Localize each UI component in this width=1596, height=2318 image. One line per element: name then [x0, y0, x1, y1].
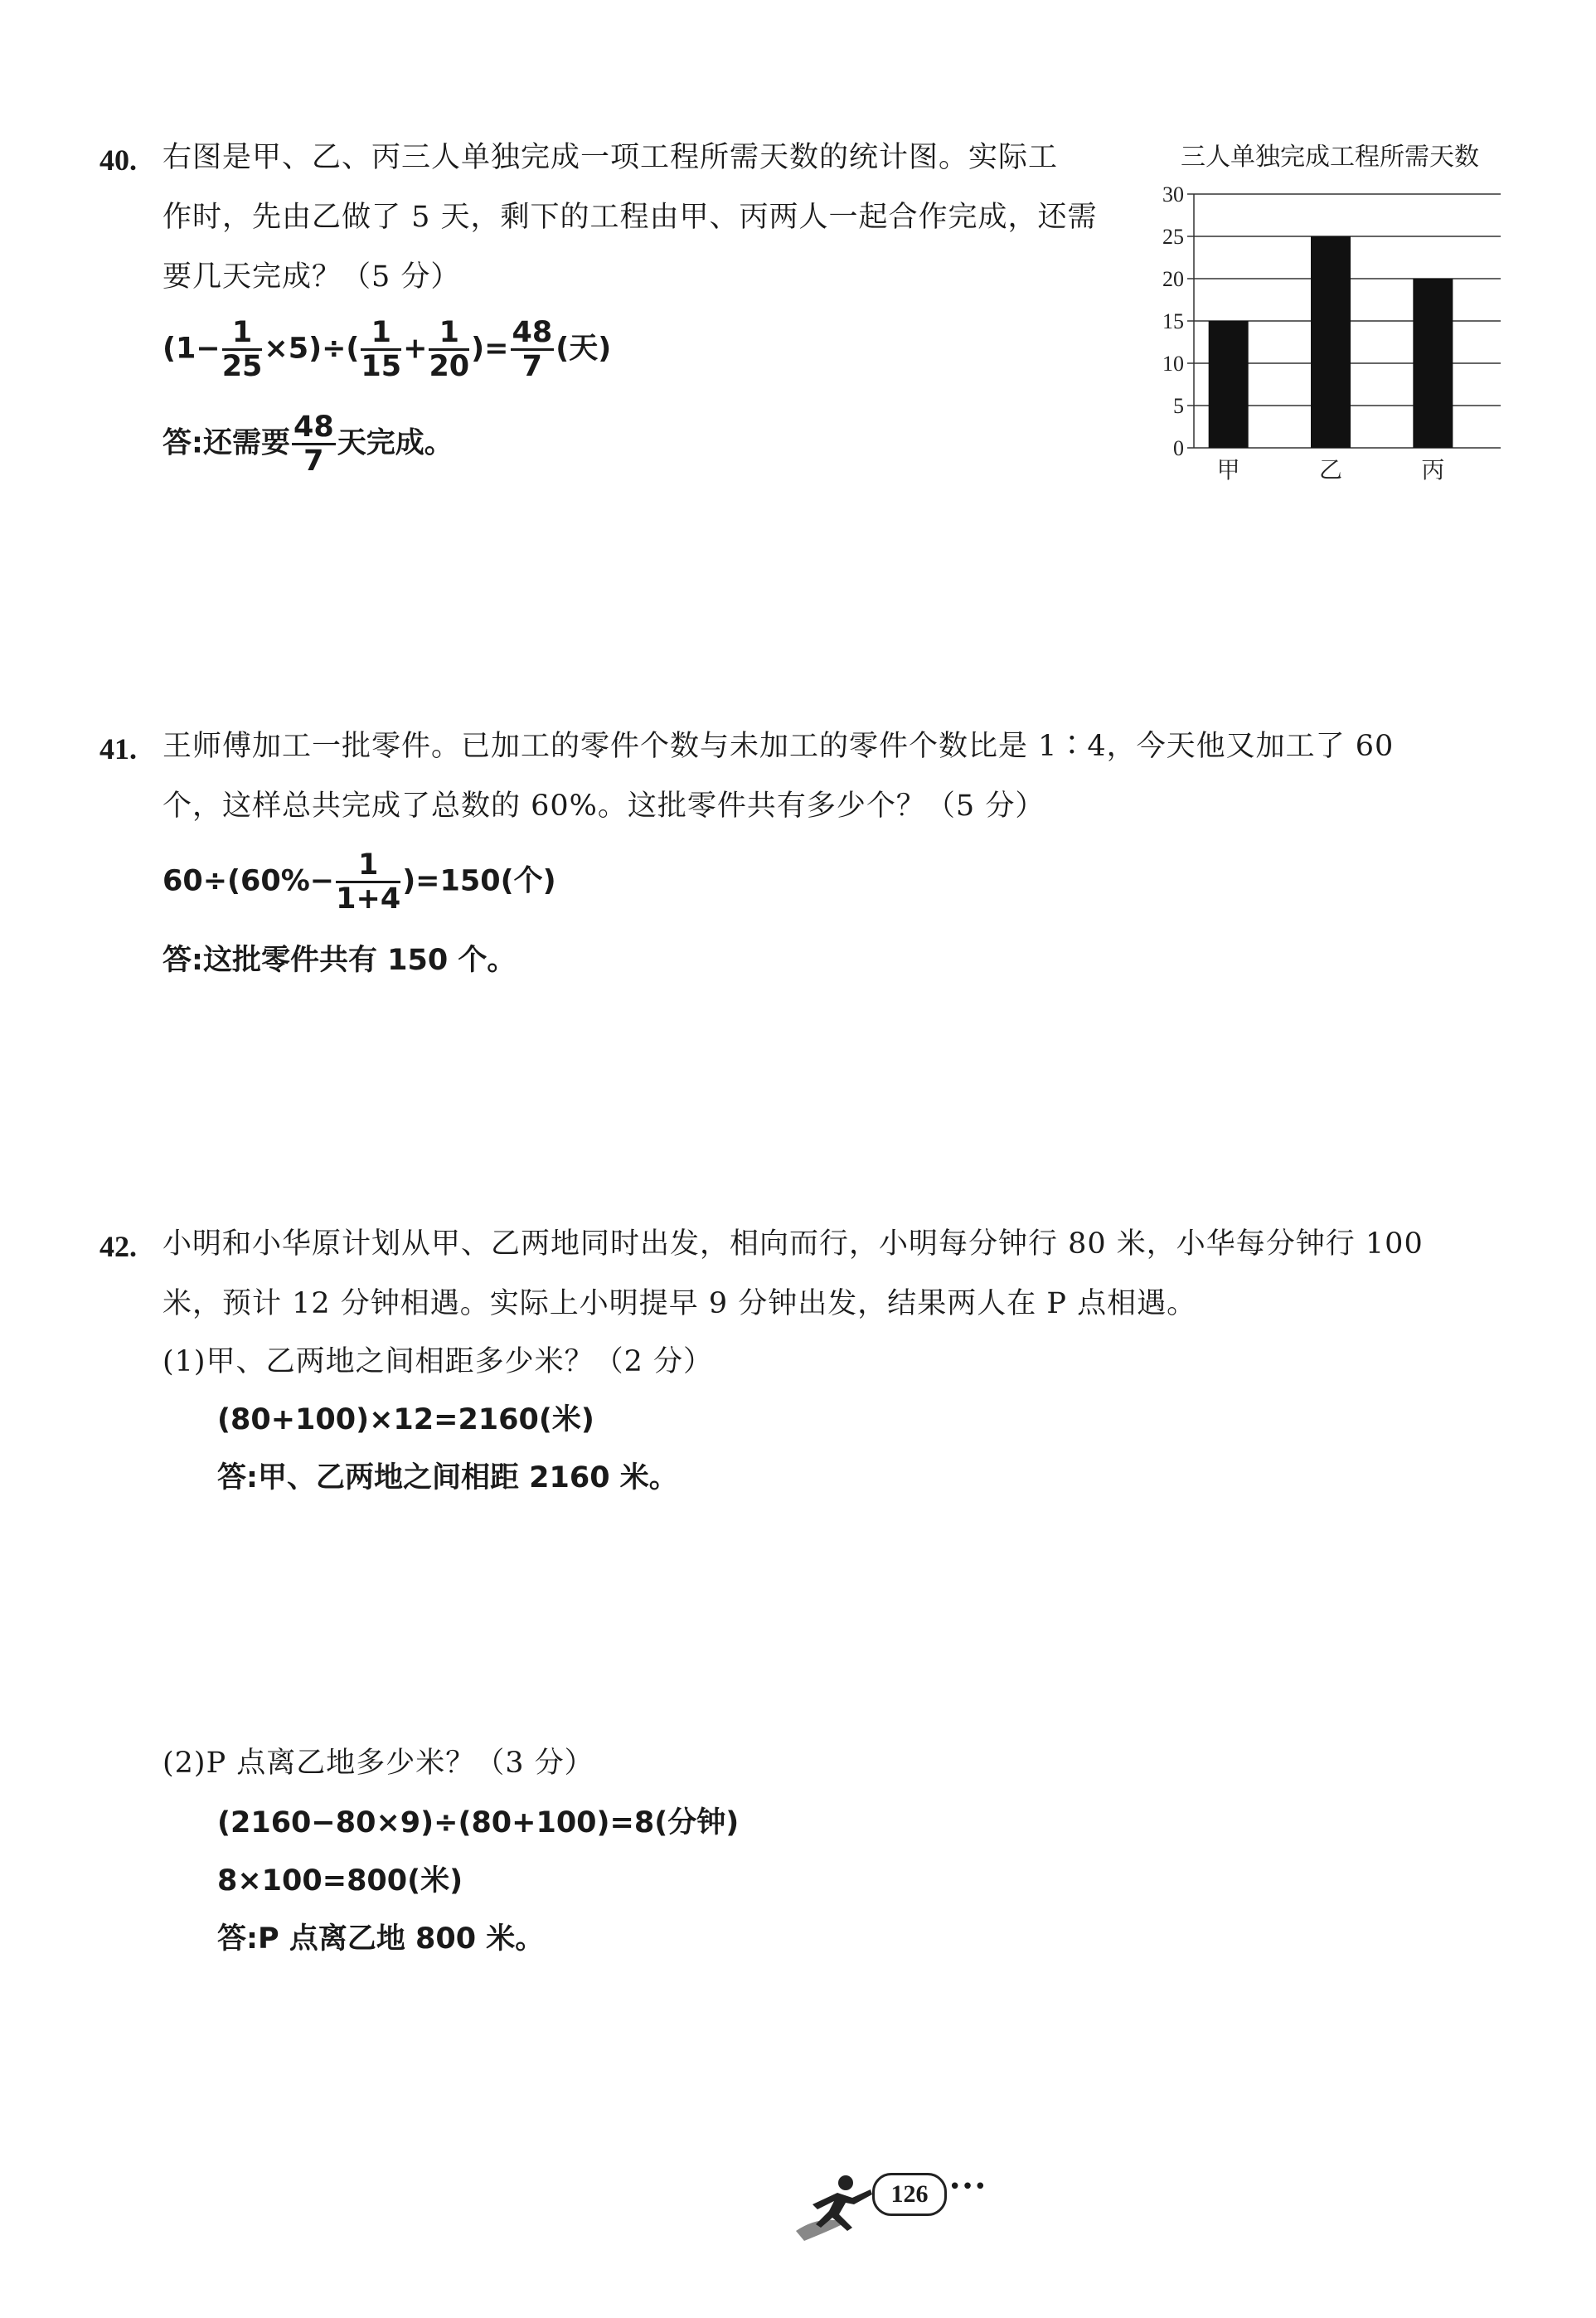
- fraction: $\frac{48}{7}$: [293, 411, 334, 478]
- question-42-part-2-formula-2: 8×100=800(米): [217, 1864, 463, 1898]
- question-40-line-3: 要几天完成？（5 分）: [163, 260, 461, 294]
- x-category-label: 乙: [1318, 456, 1343, 484]
- question-42-part-1-answer: 答:甲、乙两地之间相距 2160 米。: [217, 1461, 678, 1494]
- question-41-line-1: 王师傅加工一批零件。已加工的零件个数与未加工的零件个数比是 1∶4，今天他又加工了 60: [163, 730, 1395, 763]
- y-tick-label: 20: [1162, 267, 1184, 291]
- y-tick-label: 30: [1162, 182, 1184, 207]
- chart-title: 三人单独完成工程所需天数: [1181, 143, 1479, 172]
- page-number: 126: [890, 2180, 929, 2208]
- bar-chart: [1144, 166, 1526, 498]
- bar-2: [1311, 236, 1351, 448]
- question-40-number: 40.: [99, 143, 137, 177]
- y-tick-label: 10: [1162, 352, 1184, 376]
- fraction: $\frac{1}{15}$: [361, 316, 402, 383]
- y-tick-label: 0: [1173, 436, 1184, 460]
- runner-logo-icon: [788, 2165, 887, 2248]
- question-41-formula: 60÷(60%− $\frac{1}{1+4}$ )=150(个): [163, 848, 556, 916]
- question-42-part-2-formula-1: (2160−80×9)÷(80+100)=8(分钟): [217, 1806, 740, 1839]
- footer-dots: •••: [948, 2175, 987, 2199]
- fraction: $\frac{1}{20}$: [429, 316, 470, 383]
- bar-3: [1413, 279, 1453, 448]
- fraction: $\frac{1}{1+4}$: [336, 848, 401, 916]
- bar-1: [1209, 321, 1249, 448]
- fraction: $\frac{48}{7}$: [512, 316, 553, 383]
- question-42-line-2: 米，预计 12 分钟相遇。实际上小明提早 9 分钟出发，结果两人在 P 点相遇。: [163, 1287, 1197, 1320]
- question-42-part-2-question: (2)P 点离乙地多少米？（3 分）: [163, 1747, 594, 1780]
- y-tick-label: 25: [1162, 225, 1184, 249]
- question-42-part-1-formula: (80+100)×12=2160(米): [217, 1403, 594, 1436]
- x-category-label: 丙: [1421, 456, 1445, 484]
- question-41-line-2: 个，这样总共完成了总数的 60%。这批零件共有多少个？（5 分）: [163, 790, 1045, 823]
- x-category-label: 甲: [1216, 456, 1240, 484]
- fraction: $\frac{1}{25}$: [221, 316, 263, 383]
- question-42-line-1: 小明和小华原计划从甲、乙两地同时出发，相向而行，小明每分钟行 80 米，小华每分钟行 100: [163, 1227, 1424, 1261]
- question-42-part-2-answer: 答:P 点离乙地 800 米。: [217, 1922, 545, 1956]
- y-tick-label: 15: [1162, 309, 1184, 333]
- question-40-answer: 答:还需要 $\frac{48}{7}$ 天完成。: [163, 411, 454, 478]
- question-42-part-1-question: (1)甲、乙两地之间相距多少米？（2 分）: [163, 1345, 713, 1378]
- question-40-line-1: 右图是甲、乙、丙三人单独完成一项工程所需天数的统计图。实际工: [163, 141, 1059, 174]
- question-40-formula: (1− $\frac{1}{25}$ ×5)÷( $\frac{1}{15}$ + $\frac{1}{20}$ )= $\frac{48}{7}$ (天): [163, 316, 612, 383]
- question-42-number: 42.: [99, 1230, 137, 1263]
- question-41-number: 41.: [99, 732, 137, 765]
- y-tick-label: 5: [1173, 394, 1184, 418]
- page-number-badge: [872, 2173, 947, 2216]
- question-40-line-2: 作时，先由乙做了 5 天，剩下的工程由甲、丙两人一起合作完成，还需: [163, 201, 1098, 234]
- question-41-answer: 答:这批零件共有 150 个。: [163, 944, 517, 977]
